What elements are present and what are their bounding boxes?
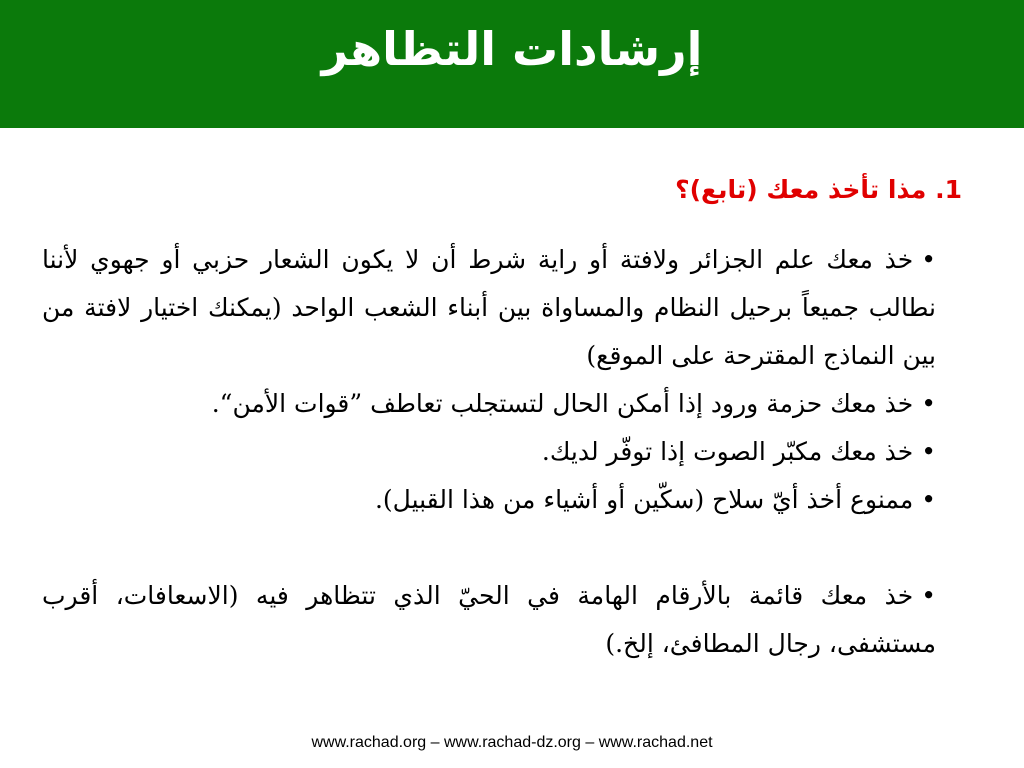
bullet-text: خذ معك قائمة بالأرقام الهامة في الحيّ الذي تتظاهر فيه (الاسعافات، أقرب مستشفى، رجال المطافئ، إلخ.)	[42, 581, 936, 658]
bullet-text: خذ معك حزمة ورود إذا أمكن الحال لتستجلب تعاطف ”قوات الأمن“.	[211, 389, 914, 418]
bullet-symbol: •	[921, 581, 936, 610]
bullet-item	[42, 380, 936, 428]
page-title: إرشادات التظاهر	[321, 22, 703, 76]
bullet-text: خذ معك مكبّر الصوت إذا توفّر لديك.	[541, 437, 914, 466]
bullet-symbol: •	[921, 389, 936, 418]
bullet-symbol: •	[921, 485, 936, 514]
bullet-symbol: •	[921, 245, 936, 274]
bullet-list	[42, 236, 936, 668]
bullet-symbol: •	[921, 437, 936, 466]
section-heading: 1. مذا تأخذ معك (تابع)؟	[675, 175, 962, 204]
footer-links: www.rachad.org – www.rachad-dz.org – www.rachad.net	[311, 734, 713, 751]
bullet-item	[42, 428, 936, 476]
header-banner	[0, 0, 1024, 128]
spacer	[42, 524, 936, 572]
bullet-item	[42, 572, 936, 668]
bullet-item	[42, 236, 936, 380]
bullet-item	[42, 476, 936, 524]
bullet-text: خذ معك علم الجزائر ولافتة أو راية شرط أن لا يكون الشعار حزبي أو جهوي لأننا نطالب جميعاً برحيل النظام والمساواة بين أبناء الشعب الواحد (يمكنك اختيار لافتة من بين النماذج المقترحة على الموقع)	[42, 245, 936, 370]
bullet-text: ممنوع أخذ أيّ سلاح (سكّين أو أشياء من هذا القبيل).	[374, 485, 914, 514]
